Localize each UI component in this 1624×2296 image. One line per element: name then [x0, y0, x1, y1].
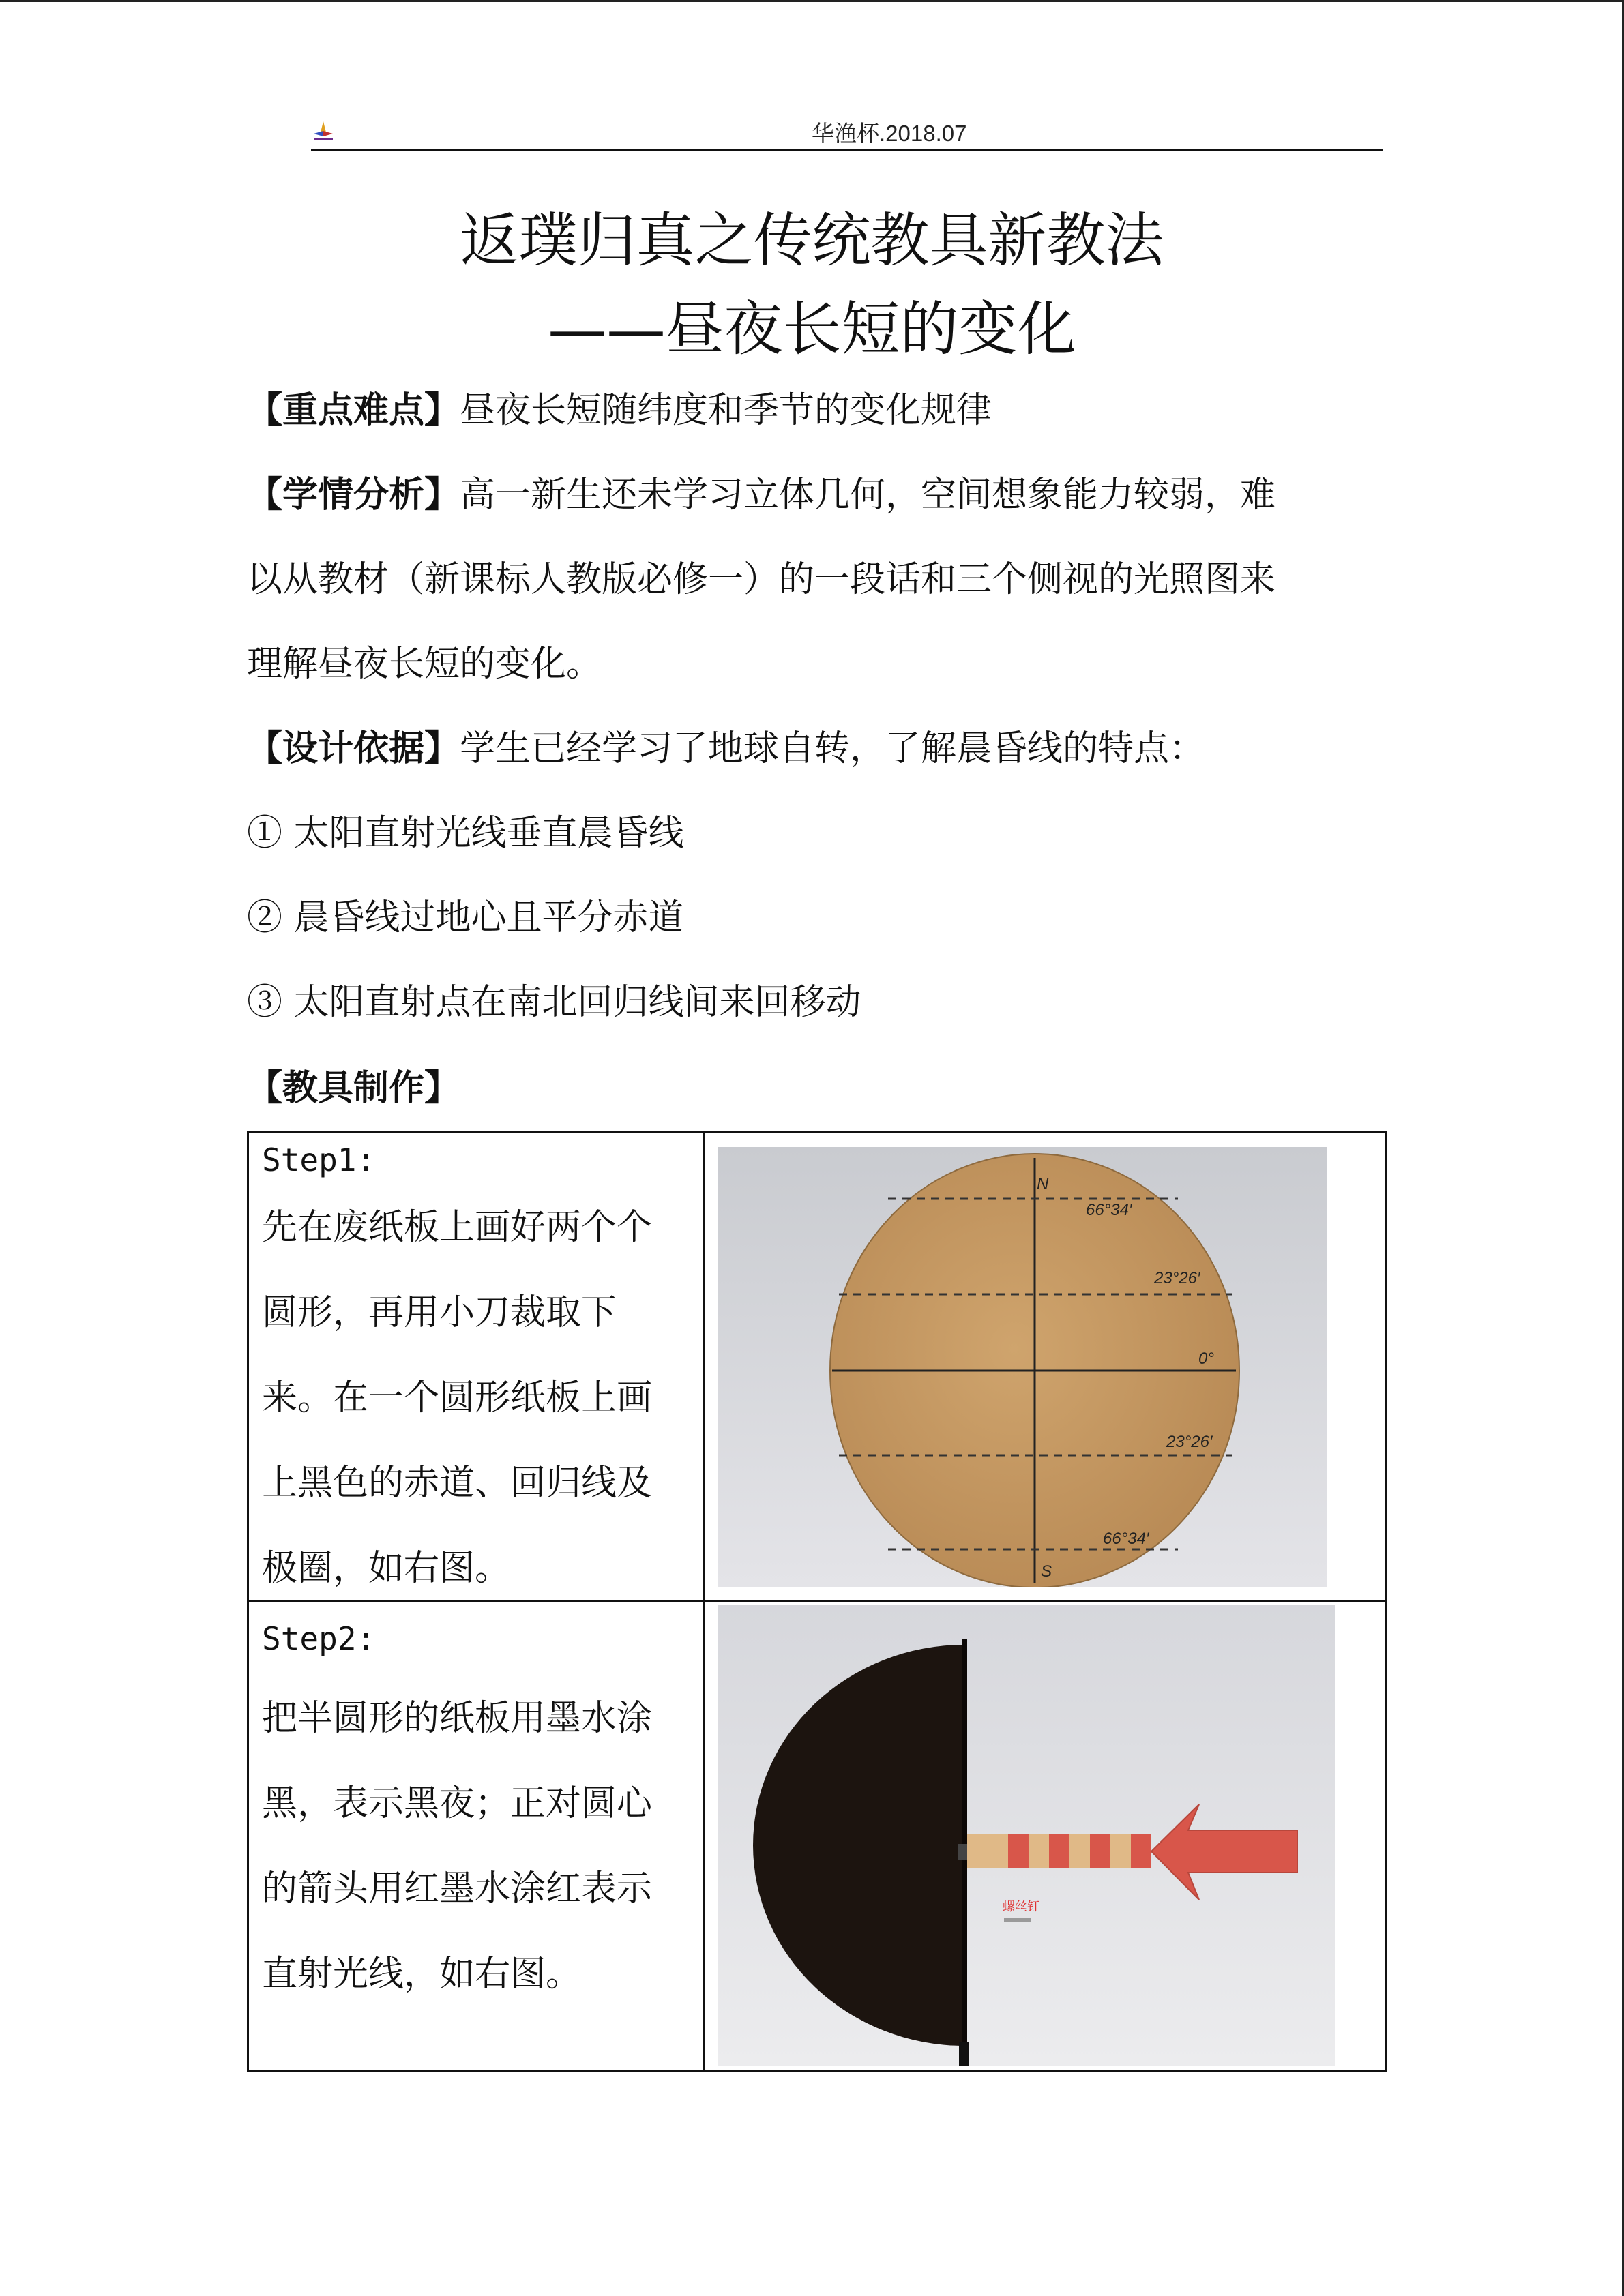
analysis-line-1: [247, 453, 1393, 537]
tropic-south-label: 23°26′: [1166, 1433, 1213, 1451]
table-border-bottom: [247, 2070, 1387, 2072]
step2-photo: [718, 1605, 1335, 2066]
table-column-divider: [703, 1131, 705, 2072]
basis-item-1: ① 太阳直射光线垂直晨昏线: [247, 813, 684, 854]
basis-label: 【设计依据】: [247, 728, 460, 769]
table-border-right: [1385, 1131, 1387, 2072]
header-logo-icon: [311, 120, 336, 145]
step1-photo: [718, 1147, 1327, 1587]
analysis-line-3: 理解昼夜长短的变化。: [247, 644, 602, 685]
table-border-top: [247, 1131, 1387, 1133]
step1-line-4: 上黑色的赤道、回归线及: [262, 1463, 653, 1504]
page-border-top: [0, 0, 1624, 2]
north-label: N: [1037, 1175, 1049, 1193]
basis-paragraph: [247, 706, 1393, 791]
arctic-circle-label: 66°34′: [1086, 1201, 1132, 1219]
table-border-left: [247, 1131, 249, 2072]
header-rule: [311, 149, 1383, 151]
cardboard-globe-illustration: [718, 1147, 1327, 1587]
step2-label: Step2:: [262, 1620, 376, 1657]
analysis-line-2: 以从教材（新课标人教版必修一）的一段话和三个侧视的光照图来: [247, 559, 1276, 600]
basis-item-3: ③ 太阳直射点在南北回归线间来回移动: [247, 982, 861, 1023]
making-label: 【教具制作】: [247, 1068, 460, 1109]
step1-line-2: 圆形，再用小刀裁取下: [262, 1292, 617, 1333]
step2-line-4: 直射光线，如右图。: [262, 1954, 582, 1995]
antarctic-circle-label: 66°34′: [1103, 1530, 1149, 1548]
analysis-label: 【学情分析】: [247, 475, 460, 516]
page-subtitle: ——昼夜长短的变化: [548, 295, 1076, 363]
screw-label: 螺丝钉: [1003, 1900, 1039, 1914]
step2-line-3: 的箭头用红墨水涂红表示: [262, 1868, 653, 1909]
key-points-label: 【重点难点】: [247, 390, 460, 431]
key-points-text: 昼夜长短随纬度和季节的变化规律: [460, 390, 992, 431]
night-board-arrow-illustration: [718, 1605, 1335, 2066]
steps-table: [247, 1131, 1387, 2073]
step1-line-3: 来。在一个圆形纸板上画: [262, 1377, 653, 1418]
step2-line-1: 把半圆形的纸板用墨水涂: [262, 1698, 653, 1739]
analysis-text-1: 高一新生还未学习立体几何，空间想象能力较弱，难: [460, 475, 1276, 516]
step1-line-5: 极圈，如右图。: [262, 1548, 511, 1589]
basis-text: 学生已经学习了地球自转，了解晨昏线的特点：: [460, 728, 1205, 769]
step2-line-2: 黑，表示黑夜；正对圆心: [262, 1783, 653, 1824]
making-heading: [247, 1046, 1393, 1131]
basis-item-2: ② 晨昏线过地心且平分赤道: [247, 897, 684, 938]
step1-label: Step1:: [262, 1142, 376, 1178]
equator-label: 0°: [1198, 1350, 1214, 1368]
header-text: 华渔杯.2018.07: [812, 121, 967, 146]
south-label: S: [1041, 1562, 1052, 1581]
page-title: 返璞归真之传统教具新教法: [460, 207, 1164, 275]
key-points-paragraph: [247, 368, 1393, 453]
tropic-north-label: 23°26′: [1154, 1269, 1200, 1287]
step1-line-1: 先在废纸板上画好两个个: [262, 1207, 653, 1248]
